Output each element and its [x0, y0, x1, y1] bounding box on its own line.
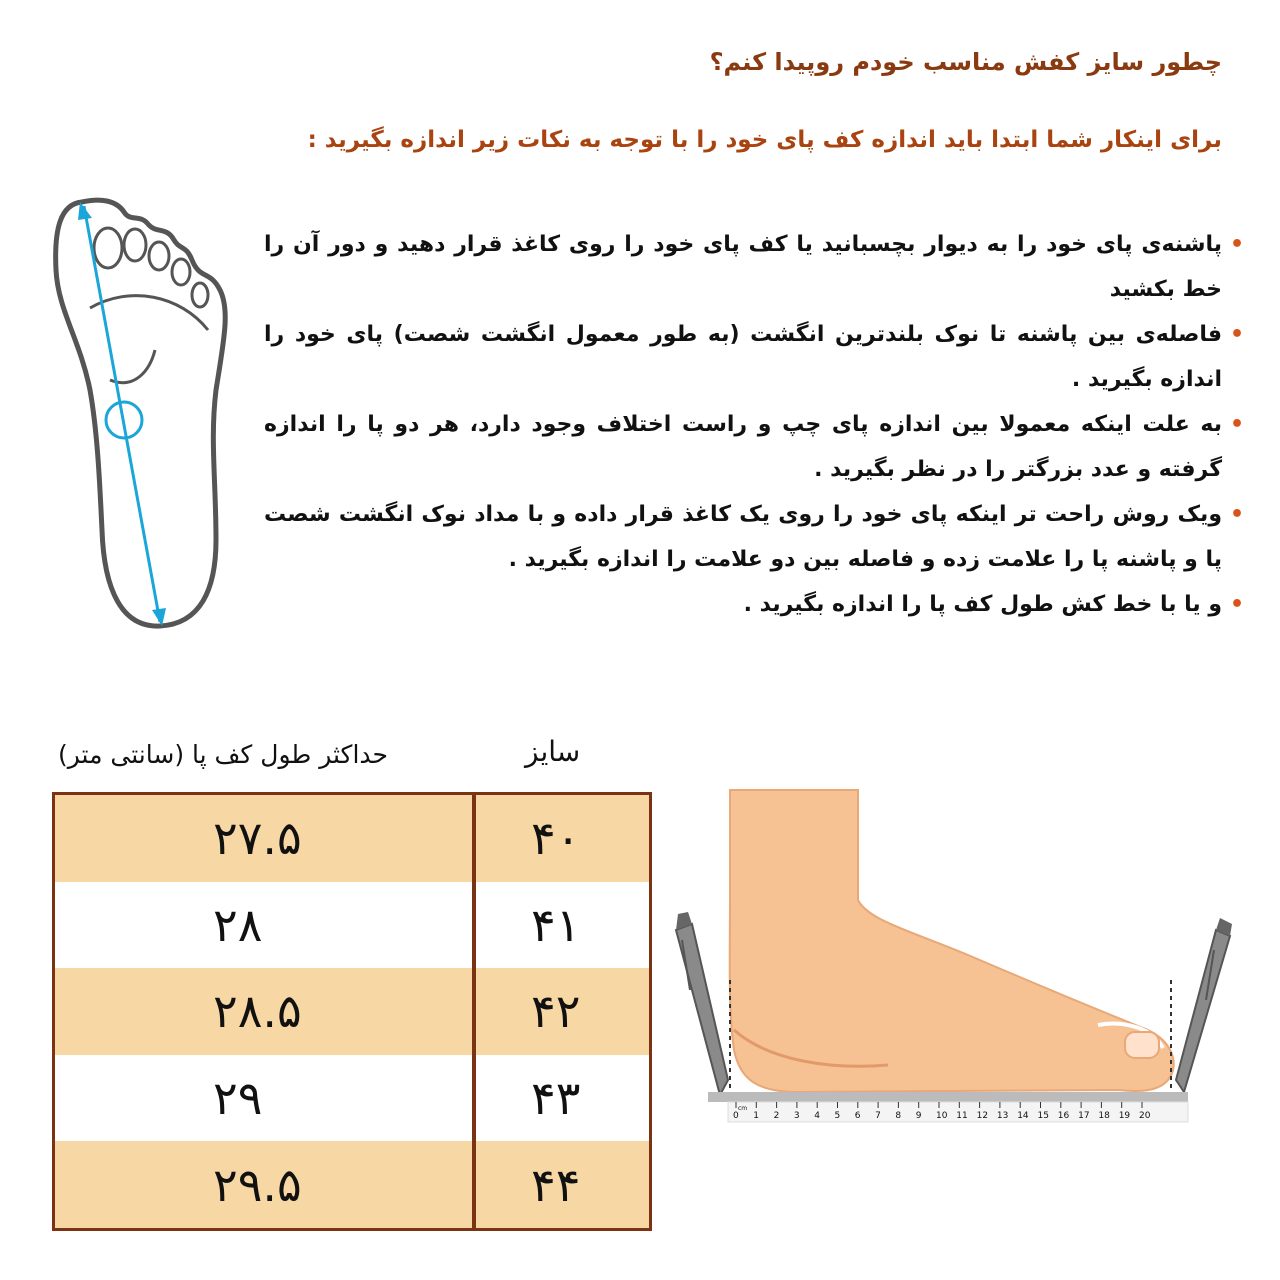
table-row [55, 882, 649, 969]
ruler-tick-label: 10 [936, 1111, 948, 1121]
ruler-tick-label: 3 [793, 1111, 800, 1121]
instruction-item: • فاصله‌ی بین پاشنه تا نوک بلندترین انگشت (به طور معمول انگشت شصت) پای خود را اندازه بگیرید . [264, 312, 1244, 402]
table-row [55, 968, 649, 1055]
footprint-outline-icon [40, 190, 240, 635]
instruction-item: • ویک روش راحت تر اینکه پای خود را روی یک کاغذ قرار داده و با مداد نوک انگشت شصت پا و پاشنه پا را علامت زده و فاصله بین دو علامت را اندازه بگیرید . [264, 492, 1244, 582]
ruler-tick-label: 12 [976, 1111, 989, 1121]
table-header-length: حداکثر طول کف پا (سانتی متر) [58, 740, 388, 769]
side-foot-icon [668, 780, 1238, 1170]
ruler-tick-label: 13 [996, 1111, 1009, 1121]
size-cell: ۴۱ [531, 897, 581, 952]
ruler-tick-label: 8 [895, 1111, 902, 1121]
size-cell: ۴۳ [531, 1071, 581, 1126]
size-table [52, 792, 652, 1231]
instruction-item: • به علت اینکه معمولا بین اندازه پای چپ و راست اختلاف وجود دارد، هر دو پا را اندازه گرفته و عدد بزرگتر را در نظر بگیرید . [264, 402, 1244, 492]
table-header-size: سایز [525, 735, 581, 768]
length-cell: ۲۸.۵ [55, 968, 476, 1055]
bullet-icon: • [1229, 502, 1244, 527]
page-title: چطور سایز کفش مناسب خودم روپیدا کنم؟ [709, 48, 1222, 76]
ruler-tick-label: 18 [1098, 1111, 1110, 1121]
ruler-tick-label: 20 [1139, 1111, 1151, 1121]
intro-text: برای اینکار شما ابتدا باید اندازه کف پای خود را با توجه به نکات زیر اندازه بگیرید : [307, 127, 1222, 153]
table-row [55, 795, 649, 882]
pencil-icon [676, 912, 728, 1095]
bullet-icon: • [1229, 232, 1244, 257]
instruction-list [264, 222, 1244, 627]
ruler-tick-label: 9 [915, 1111, 922, 1121]
ruler-unit-label: cm [738, 1105, 748, 1112]
instruction-item: • و یا با خط کش طول کف پا را اندازه بگیرید . [264, 582, 1244, 627]
size-cell: ۴۴ [531, 1157, 581, 1212]
ruler-tick-label: 0 [733, 1111, 739, 1121]
length-cell: ۲۷.۵ [55, 795, 476, 882]
ruler-icon [708, 1092, 1188, 1102]
ruler-tick-label: 5 [834, 1111, 841, 1121]
length-cell: ۲۹ [55, 1055, 476, 1142]
table-row [55, 1055, 649, 1142]
length-cell: ۲۸ [55, 882, 476, 969]
ruler-tick-label: 6 [854, 1111, 861, 1121]
ruler-tick-label: 16 [1057, 1111, 1070, 1121]
ruler-tick-label: 19 [1118, 1111, 1131, 1121]
size-cell: ۴۲ [531, 984, 581, 1039]
length-cell: ۲۹.۵ [55, 1141, 476, 1228]
ruler-tick-label: 14 [1017, 1111, 1029, 1121]
ruler-tick-label: 7 [875, 1111, 881, 1121]
ruler-tick-label: 4 [814, 1111, 820, 1121]
pencil-icon [1176, 918, 1232, 1092]
ruler-tick-label: 1 [753, 1111, 760, 1121]
ruler-tick-label: 2 [773, 1111, 780, 1121]
table-row [55, 1141, 649, 1228]
ruler-tick-label: 17 [1078, 1111, 1090, 1121]
bullet-icon: • [1229, 322, 1244, 347]
bullet-icon: • [1229, 412, 1244, 437]
size-cell: ۴۰ [531, 811, 581, 866]
instruction-item: • پاشنه‌ی پای خود را به دیوار بچسبانید یا کف پای خود را روی کاغذ قرار دهید و دور آن را خط بکشید [264, 222, 1244, 312]
bullet-icon: • [1229, 592, 1244, 617]
ruler-tick-label: 11 [956, 1111, 968, 1121]
ruler-tick-label: 15 [1037, 1111, 1049, 1121]
